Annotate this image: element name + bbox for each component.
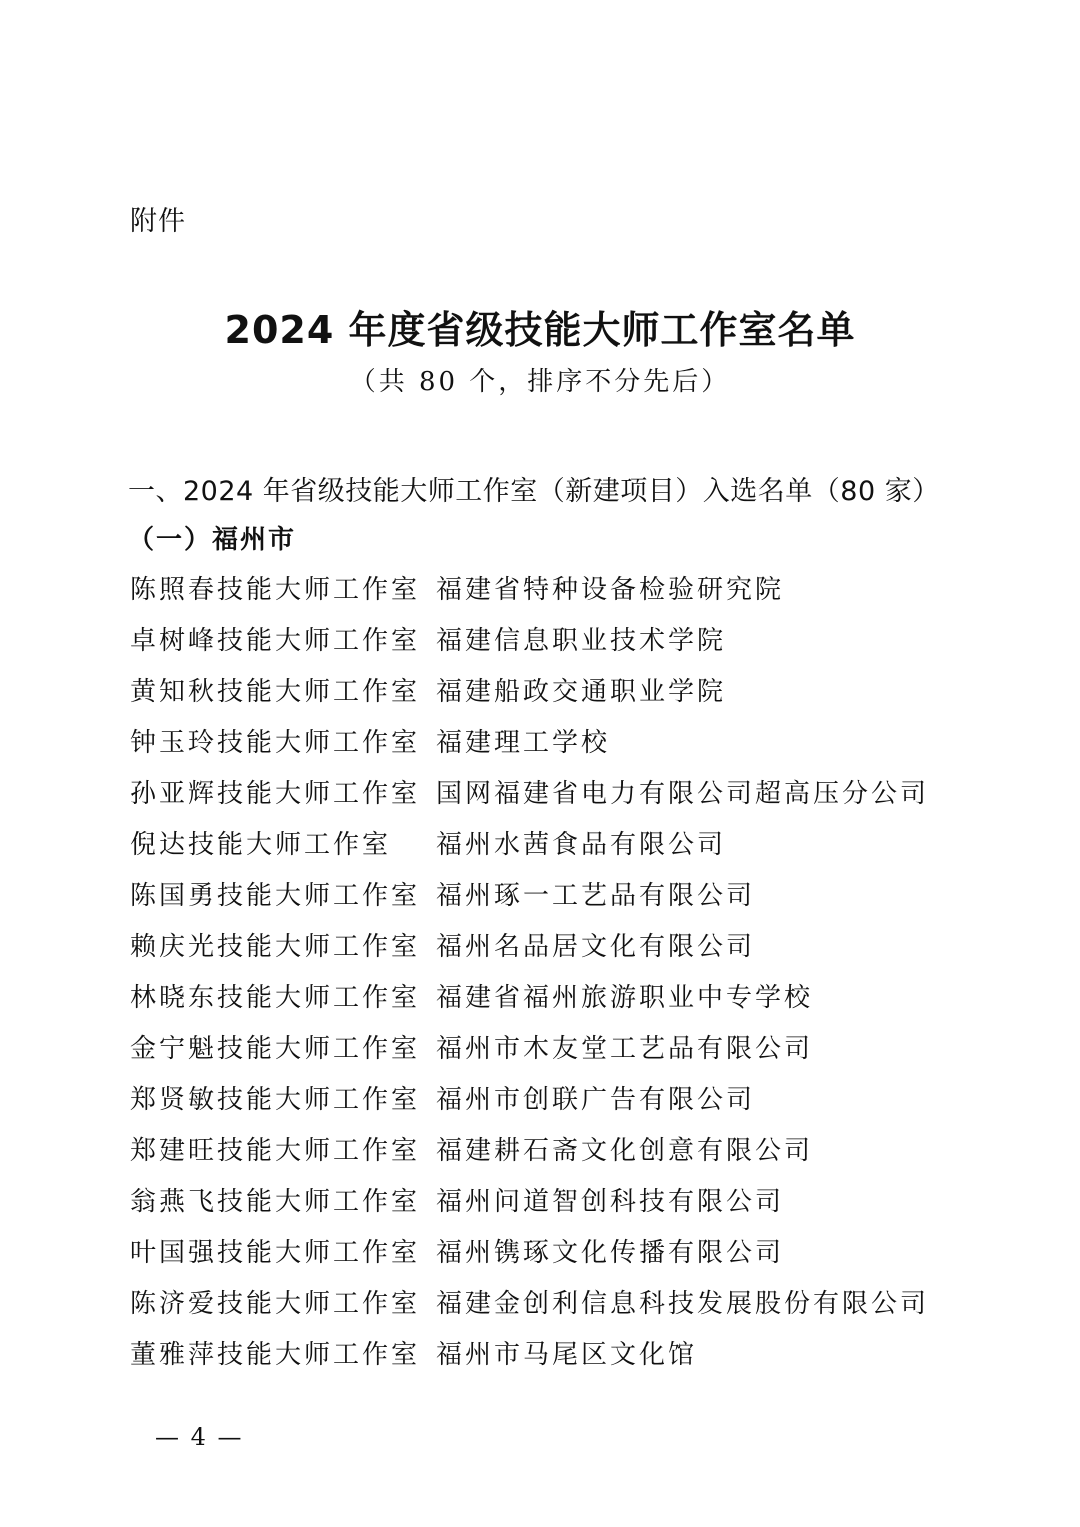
studio-name: 叶国强技能大师工作室 [130,1238,421,1268]
list-item [130,667,929,718]
subsection-heading-fuzhou: （一）福州市 [128,525,297,555]
organization-name: 福州问道智创科技有限公司 [436,1187,785,1217]
organization-name: 福州市马尾区文化馆 [436,1340,698,1370]
studio-name: 赖庆光技能大师工作室 [130,932,421,962]
list-item [130,616,929,667]
section-heading: 一、2024 年省级技能大师工作室（新建项目）入选名单（80 家） [128,476,940,507]
list-item [130,1228,929,1279]
organization-name: 福建信息职业技术学院 [436,626,727,656]
list-item [130,1024,929,1075]
document-subtitle: （共 80 个，排序不分先后） [349,367,731,397]
studio-name: 孙亚辉技能大师工作室 [130,779,421,809]
page-number: — 4 — [155,1423,244,1451]
organization-name: 福州名品居文化有限公司 [436,932,756,962]
attachment-label: 附件 [130,206,186,237]
studio-name: 翁燕飞技能大师工作室 [130,1187,421,1217]
list-item [130,1177,929,1228]
studio-name: 郑贤敏技能大师工作室 [130,1085,421,1115]
organization-name: 福州市木友堂工艺品有限公司 [436,1034,814,1064]
organization-name: 福州镌琢文化传播有限公司 [436,1238,785,1268]
studio-name: 金宁魁技能大师工作室 [130,1034,421,1064]
organization-name: 福建船政交通职业学院 [436,677,727,707]
studio-list [130,565,929,1381]
list-item [130,820,929,871]
organization-name: 福州水茜食品有限公司 [436,830,727,860]
list-item [130,769,929,820]
document-title: 2024 年度省级技能大师工作室名单 [224,308,856,352]
studio-name: 钟玉玲技能大师工作室 [130,728,421,758]
organization-name: 福州市创联广告有限公司 [436,1085,756,1115]
list-item [130,718,929,769]
studio-name: 陈照春技能大师工作室 [130,575,421,605]
list-item [130,565,929,616]
list-item [130,922,929,973]
studio-name: 卓树峰技能大师工作室 [130,626,421,656]
list-item [130,1279,929,1330]
organization-name: 福建耕石斋文化创意有限公司 [436,1136,814,1166]
organization-name: 福建省福州旅游职业中专学校 [436,983,814,1013]
organization-name: 福建理工学校 [436,728,611,758]
studio-name: 陈济爱技能大师工作室 [130,1289,421,1319]
organization-name: 福建金创利信息科技发展股份有限公司 [436,1289,930,1319]
studio-name: 林晓东技能大师工作室 [130,983,421,1013]
list-item [130,871,929,922]
list-item [130,1330,929,1381]
organization-name: 福建省特种设备检验研究院 [436,575,785,605]
list-item [130,1075,929,1126]
studio-name: 郑建旺技能大师工作室 [130,1136,421,1166]
studio-name: 倪达技能大师工作室 [130,830,392,860]
organization-name: 福州琢一工艺品有限公司 [436,881,756,911]
studio-name: 董雅萍技能大师工作室 [130,1340,421,1370]
studio-name: 黄知秋技能大师工作室 [130,677,421,707]
list-item [130,973,929,1024]
organization-name: 国网福建省电力有限公司超高压分公司 [436,779,930,809]
studio-name: 陈国勇技能大师工作室 [130,881,421,911]
list-item [130,1126,929,1177]
